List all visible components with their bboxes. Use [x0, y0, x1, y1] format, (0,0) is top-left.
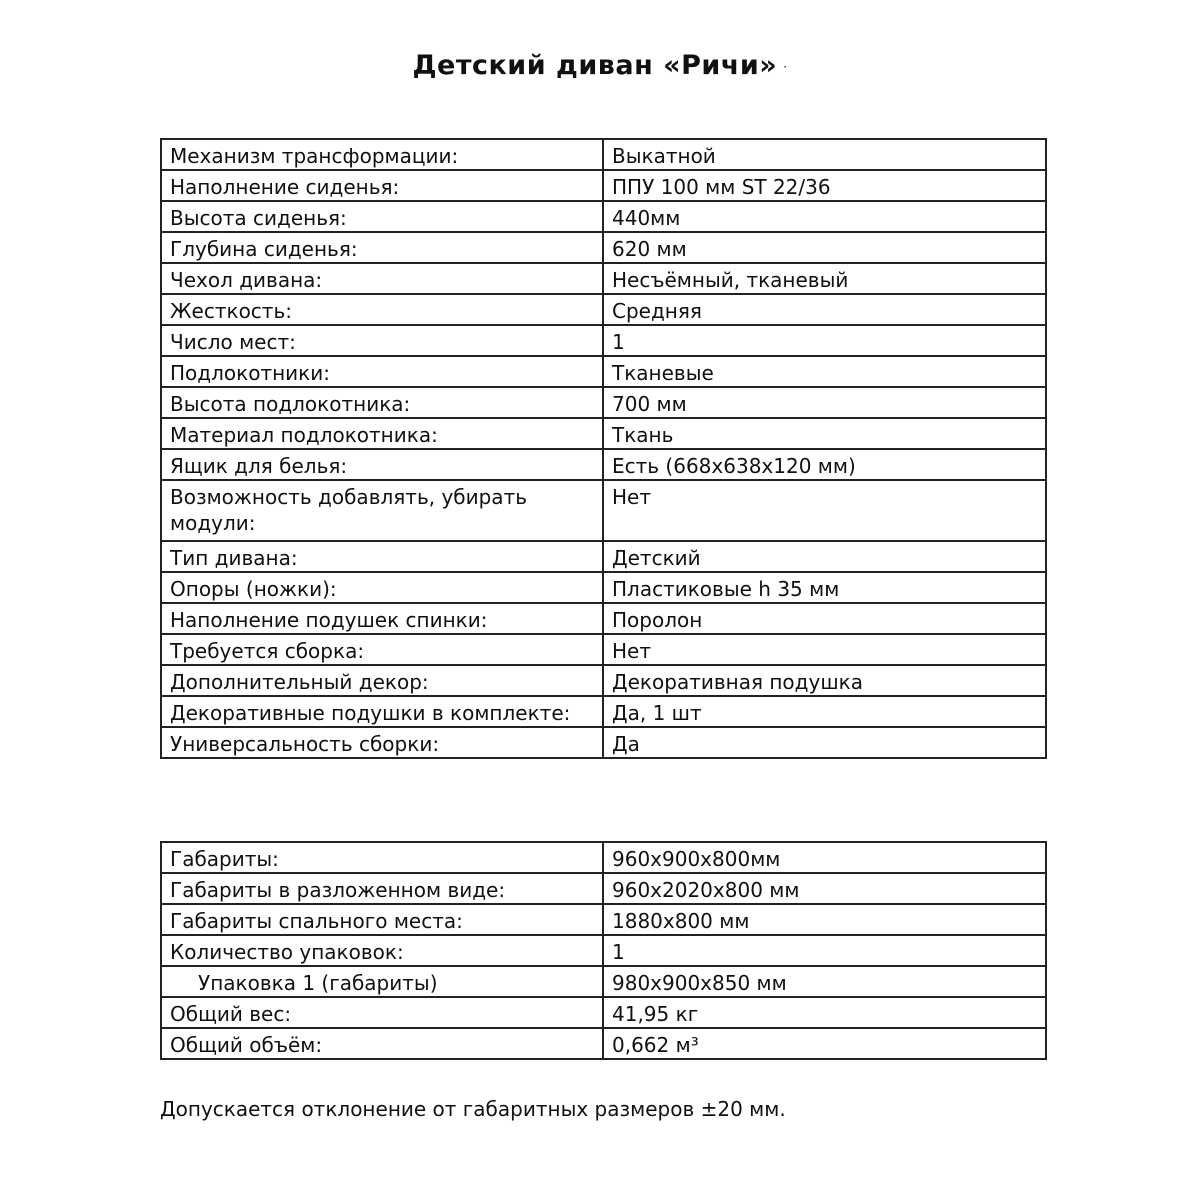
row-value: 0,662 м³ [603, 1028, 1046, 1059]
row-label: Тип дивана: [161, 541, 603, 572]
table-row [161, 1028, 1046, 1059]
row-label: Универсальность сборки: [161, 727, 603, 758]
row-value: Несъёмный, тканевый [603, 263, 1046, 294]
row-value: 1880х800 мм [603, 904, 1046, 935]
row-label: Габариты спального места: [161, 904, 603, 935]
row-label: Механизм трансформации: [161, 139, 603, 170]
row-value: Да [603, 727, 1046, 758]
page-title-text: Детский диван «Ричи» [412, 50, 778, 81]
table-row [161, 480, 1046, 541]
row-value: 960х2020х800 мм [603, 873, 1046, 904]
row-label: Габариты: [161, 842, 603, 873]
row-label: Жесткость: [161, 294, 603, 325]
row-value: ППУ 100 мм ST 22/36 [603, 170, 1046, 201]
table-row [161, 263, 1046, 294]
title-mark: · [783, 59, 788, 74]
row-value: Выкатной [603, 139, 1046, 170]
table-row [161, 873, 1046, 904]
row-value: 960х900х800мм [603, 842, 1046, 873]
row-label: Наполнение сиденья: [161, 170, 603, 201]
row-label: Число мест: [161, 325, 603, 356]
row-label: Наполнение подушек спинки: [161, 603, 603, 634]
table-row [161, 665, 1046, 696]
row-value: Да, 1 шт [603, 696, 1046, 727]
row-label: Материал подлокотника: [161, 418, 603, 449]
table-row [161, 842, 1046, 873]
table-row [161, 294, 1046, 325]
row-value: 1 [603, 325, 1046, 356]
table-row [161, 418, 1046, 449]
table-row [161, 997, 1046, 1028]
page-title [0, 50, 1200, 81]
dimensions-table [160, 841, 1047, 1060]
table-row [161, 139, 1046, 170]
row-value: 700 мм [603, 387, 1046, 418]
row-label: Декоративные подушки в комплекте: [161, 696, 603, 727]
row-value: 1 [603, 935, 1046, 966]
row-label: Подлокотники: [161, 356, 603, 387]
row-label: Требуется сборка: [161, 634, 603, 665]
row-label: Общий вес: [161, 997, 603, 1028]
table-row [161, 232, 1046, 263]
row-label: Упаковка 1 (габариты) [161, 966, 603, 997]
row-label: Высота подлокотника: [161, 387, 603, 418]
specs-table [160, 138, 1047, 759]
row-label: Глубина сиденья: [161, 232, 603, 263]
table-row [161, 572, 1046, 603]
row-label: Чехол дивана: [161, 263, 603, 294]
table-row [161, 935, 1046, 966]
table-row [161, 387, 1046, 418]
row-label: Количество упаковок: [161, 935, 603, 966]
table-row [161, 603, 1046, 634]
row-value: Нет [603, 634, 1046, 665]
row-value: 980х900х850 мм [603, 966, 1046, 997]
table-row [161, 904, 1046, 935]
table-row [161, 449, 1046, 480]
row-value: 41,95 кг [603, 997, 1046, 1028]
table-row [161, 696, 1046, 727]
row-value: Детский [603, 541, 1046, 572]
table-row [161, 966, 1046, 997]
footnote: Допускается отклонение от габаритных размеров ±20 мм. [160, 1097, 786, 1121]
row-label: Возможность добавлять, убирать модули: [161, 480, 603, 541]
row-value: Ткань [603, 418, 1046, 449]
row-label: Общий объём: [161, 1028, 603, 1059]
table-row [161, 325, 1046, 356]
table-row [161, 727, 1046, 758]
table-row [161, 634, 1046, 665]
row-label: Опоры (ножки): [161, 572, 603, 603]
row-value: Средняя [603, 294, 1046, 325]
table-row [161, 201, 1046, 232]
table-row [161, 541, 1046, 572]
row-value: Тканевые [603, 356, 1046, 387]
row-value: Поролон [603, 603, 1046, 634]
row-label: Ящик для белья: [161, 449, 603, 480]
row-value: 620 мм [603, 232, 1046, 263]
row-value: Пластиковые h 35 мм [603, 572, 1046, 603]
row-value: Декоративная подушка [603, 665, 1046, 696]
row-label: Дополнительный декор: [161, 665, 603, 696]
table-row [161, 356, 1046, 387]
row-value: Нет [603, 480, 1046, 541]
row-label: Высота сиденья: [161, 201, 603, 232]
row-value: 440мм [603, 201, 1046, 232]
row-value: Есть (668х638х120 мм) [603, 449, 1046, 480]
table-row [161, 170, 1046, 201]
row-label: Габариты в разложенном виде: [161, 873, 603, 904]
